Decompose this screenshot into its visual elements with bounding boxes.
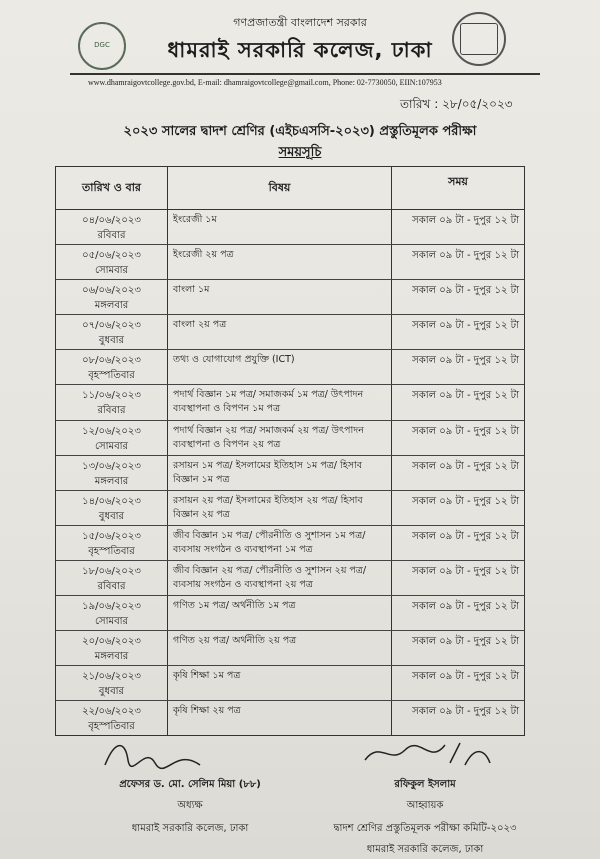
date-cell bbox=[56, 245, 168, 279]
table-row bbox=[56, 385, 524, 420]
convener-role: আহ্বায়ক bbox=[406, 800, 444, 811]
subject-cell: জীব বিজ্ঞান ১ম পত্র/ পৌরনীতি ও সুশাসন ১ম পত্র/ ব্যবসায় সংগঠন ও ব্যবস্থাপনা ১ম পত্র bbox=[168, 526, 392, 560]
subject-cell: বাংলা ১ম bbox=[168, 280, 392, 314]
principal-signature-block bbox=[80, 735, 300, 838]
table-row bbox=[56, 315, 524, 350]
date-cell bbox=[56, 421, 168, 455]
table-row bbox=[56, 491, 524, 526]
time-cell: সকাল ০৯ টা - দুপুর ১২ টা bbox=[412, 425, 519, 437]
row-date: ০৪/০৬/২০২৩ bbox=[82, 215, 141, 226]
subject-cell: ইংরেজী ১ম bbox=[168, 210, 392, 244]
date-cell bbox=[56, 456, 168, 490]
subject-cell: পদার্থ বিজ্ঞান ২য় পত্র/ সমাজকর্ম ২য় পত্র/ উৎপাদন ব্যবস্থাপনা ও বিপণন ২য় পত্র bbox=[168, 421, 392, 455]
subject-cell: গণিত ২য় পত্র/ অর্থনীতি ২য় পত্র bbox=[168, 631, 392, 665]
table-header-row bbox=[56, 167, 524, 210]
row-day: মঙ্গলবার bbox=[94, 300, 129, 312]
time-cell: সকাল ০৯ টা - দুপুর ১২ টা bbox=[412, 250, 519, 262]
subject-cell: গণিত ১ম পত্র/ অর্থনীতি ১ম পত্র bbox=[168, 596, 392, 630]
row-date: ১৩/০৬/২০২৩ bbox=[82, 460, 141, 472]
convener-committee: দ্বাদশ শ্রেণির প্রস্তুতিমূলক পরীক্ষা কমিটি-২০২৩ bbox=[333, 823, 517, 834]
date-cell bbox=[56, 631, 168, 665]
principal-role: অধ্যক্ষ bbox=[177, 800, 203, 811]
college-logo-left: DGC bbox=[78, 22, 126, 70]
subject-cell: রসায়ন ১ম পত্র/ ইসলামের ইতিহাস ১ম পত্র/ হিসাব বিজ্ঞান ১ম পত্র bbox=[168, 456, 392, 490]
row-date: ১২/০৬/২০২৩ bbox=[82, 425, 141, 437]
row-day: রবিবার bbox=[97, 405, 126, 417]
time-cell: সকাল ০৯ টা - দুপুর ১২ টা bbox=[412, 285, 519, 297]
date-cell bbox=[56, 315, 168, 349]
principal-institution: ধামরাই সরকারি কলেজ, ঢাকা bbox=[131, 823, 249, 834]
table-row bbox=[56, 245, 524, 280]
row-date: ০৮/০৬/২০২৩ bbox=[82, 355, 141, 367]
principal-name: প্রফেসর ড. মো. সেলিম মিয়া (৮৮) bbox=[119, 779, 261, 790]
table-row bbox=[56, 631, 524, 666]
subject-cell: কৃষি শিক্ষা ২য় পত্র bbox=[168, 701, 392, 735]
row-date: ১৪/০৬/২০২৩ bbox=[82, 495, 141, 507]
row-date: ২০/০৬/২০২৩ bbox=[82, 636, 141, 648]
time-cell: সকাল ০৯ টা - দুপুর ১২ টা bbox=[412, 601, 519, 613]
date-cell bbox=[56, 350, 168, 384]
time-cell: সকাল ০৯ টা - দুপুর ১২ টা bbox=[412, 636, 519, 648]
convener-institution: ধামরাই সরকারি কলেজ, ঢাকা bbox=[366, 844, 484, 855]
row-day: সোমবার bbox=[94, 265, 129, 277]
row-date: ০৬/০৬/২০২৩ bbox=[82, 285, 141, 297]
table-row bbox=[56, 280, 524, 315]
time-cell: সকাল ০৯ টা - দুপুর ১২ টা bbox=[412, 460, 519, 472]
date-cell bbox=[56, 561, 168, 595]
subject-cell: ইংরেজী ২য় পত্র bbox=[168, 245, 392, 279]
exam-title: ২০২৩ সালের দ্বাদশ শ্রেণির (এইচএসসি-২০২৩) প্রস্তুতিমূলক পরীক্ষা bbox=[123, 124, 477, 139]
schedule-table bbox=[55, 166, 525, 736]
header-divider bbox=[70, 73, 540, 75]
table-row bbox=[56, 421, 524, 456]
time-cell: সকাল ০৯ টা - দুপুর ১২ টা bbox=[412, 320, 519, 332]
row-day: সোমবার bbox=[94, 616, 129, 628]
row-date: ১৫/০৬/২০২৩ bbox=[82, 530, 141, 542]
date-cell bbox=[56, 385, 168, 419]
convener-name: রফিকুল ইসলাম bbox=[394, 779, 456, 790]
time-cell: সকাল ০৯ টা - দুপুর ১২ টা bbox=[412, 706, 519, 718]
row-day: বৃহস্পতিবার bbox=[88, 545, 135, 557]
contact-line: www.dhamraigovtcollege.gov.bd, E-mail: dhamraigovtcollege@gmail.com, Phone: 02-7730050, EIIN:107953 bbox=[88, 78, 442, 87]
row-day: মঙ্গলবার bbox=[94, 651, 129, 663]
row-day: বৃহস্পতিবার bbox=[88, 721, 135, 733]
time-cell: সকাল ০৯ টা - দুপুর ১২ টা bbox=[412, 530, 519, 542]
college-name: ধামরাই সরকারি কলেজ, ঢাকা bbox=[167, 38, 433, 62]
row-date: ২১/০৬/২০২৩ bbox=[82, 671, 141, 683]
row-day: সোমবার bbox=[94, 440, 129, 452]
time-cell: সকাল ০৯ টা - দুপুর ১২ টা bbox=[412, 671, 519, 683]
date-line: তারিখ : ২৮/০৫/২০২৩ bbox=[400, 97, 513, 111]
date-cell bbox=[56, 280, 168, 314]
time-cell: সকাল ০৯ টা - দুপুর ১২ টা bbox=[412, 565, 519, 577]
convener-signature-block bbox=[300, 735, 550, 859]
header-time: সময় bbox=[448, 175, 468, 188]
table-row bbox=[56, 350, 524, 385]
date-cell bbox=[56, 210, 168, 244]
time-cell: সকাল ০৯ টা - দুপুর ১২ টা bbox=[412, 355, 519, 367]
subject-cell: তথ্য ও যোগাযোগ প্রযুক্তি (ICT) bbox=[168, 350, 392, 384]
row-day: বুধবার bbox=[98, 686, 125, 698]
row-date: ০৭/০৬/২০২৩ bbox=[82, 320, 141, 332]
row-day: বুধবার bbox=[98, 335, 125, 347]
date-cell bbox=[56, 701, 168, 735]
date-cell bbox=[56, 596, 168, 630]
row-date: ১৮/০৬/২০২৩ bbox=[82, 565, 141, 577]
time-cell: সকাল ০৯ টা - দুপুর ১২ টা bbox=[412, 215, 519, 226]
row-day: বুধবার bbox=[98, 510, 125, 522]
row-date: ০৫/০৬/২০২৩ bbox=[82, 250, 141, 262]
table-row bbox=[56, 701, 524, 735]
table-row bbox=[56, 210, 524, 245]
table-row bbox=[56, 666, 524, 701]
row-day: রবিবার bbox=[97, 580, 126, 592]
principal-signature bbox=[80, 735, 300, 775]
header-date-day: তারিখ ও বার bbox=[56, 167, 168, 209]
subject-cell: কৃষি শিক্ষা ১ম পত্র bbox=[168, 666, 392, 700]
row-day: বৃহস্পতিবার bbox=[88, 370, 135, 382]
table-row bbox=[56, 456, 524, 491]
row-day: রবিবার bbox=[97, 230, 126, 241]
row-day: মঙ্গলবার bbox=[94, 475, 129, 487]
convener-signature bbox=[300, 735, 550, 775]
table-row bbox=[56, 526, 524, 561]
time-cell: সকাল ০৯ টা - দুপুর ১২ টা bbox=[412, 495, 519, 507]
schedule-subtitle: সময়সূচি bbox=[278, 145, 322, 160]
table-row bbox=[56, 561, 524, 596]
row-date: ১১/০৬/২০২৩ bbox=[82, 390, 141, 402]
subject-cell: রসায়ন ২য় পত্র/ ইসলামের ইতিহাস ২য় পত্র/ হিসাব বিজ্ঞান ২য় পত্র bbox=[168, 491, 392, 525]
date-cell bbox=[56, 666, 168, 700]
row-date: ২২/০৬/২০২৩ bbox=[82, 706, 141, 718]
government-line: গণপ্রজাতন্ত্রী বাংলাদেশ সরকার bbox=[233, 16, 367, 29]
time-cell: সকাল ০৯ টা - দুপুর ১২ টা bbox=[412, 390, 519, 402]
table-row bbox=[56, 596, 524, 631]
header-subject: বিষয় bbox=[168, 167, 392, 209]
subject-cell: বাংলা ২য় পত্র bbox=[168, 315, 392, 349]
subject-cell: পদার্থ বিজ্ঞান ১ম পত্র/ সমাজকর্ম ১ম পত্র/ উৎপাদন ব্যবস্থাপনা ও বিপণন ১ম পত্র bbox=[168, 385, 392, 419]
row-date: ১৯/০৬/২০২৩ bbox=[82, 601, 141, 613]
table-body bbox=[56, 210, 524, 735]
subject-cell: জীব বিজ্ঞান ২য় পত্র/ পৌরনীতি ও সুশাসন ২য় পত্র/ ব্যবসায় সংগঠন ও ব্যবস্থাপনা ২য় পত্র bbox=[168, 561, 392, 595]
date-cell bbox=[56, 491, 168, 525]
date-cell bbox=[56, 526, 168, 560]
